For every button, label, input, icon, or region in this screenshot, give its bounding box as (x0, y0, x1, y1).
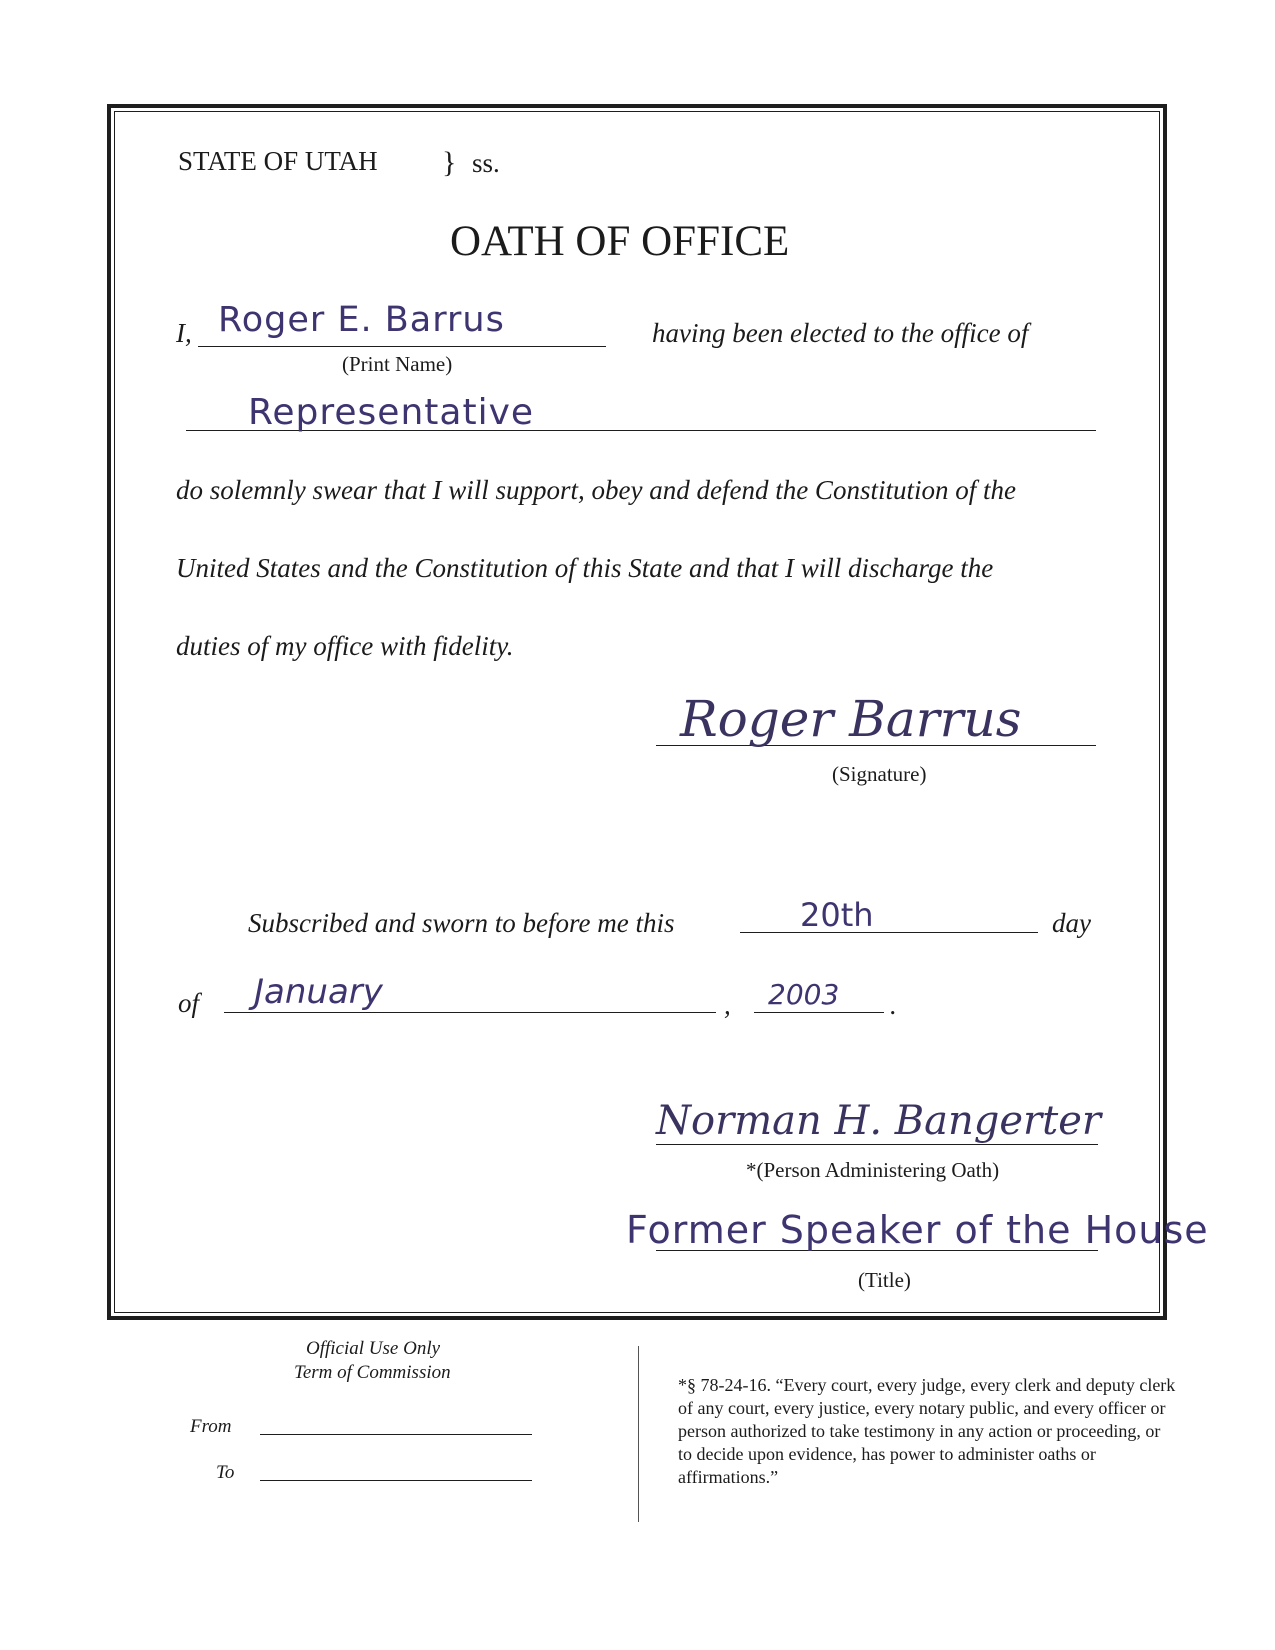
of-label: of (178, 988, 200, 1018)
day-line (740, 932, 1038, 933)
i-label: I, (176, 318, 192, 348)
to-label: To (216, 1462, 235, 1483)
brace-glyph: } (442, 146, 457, 179)
statute-footnote: *§ 78-24-16. “Every court, every judge, every clerk and deputy clerk of any court, every justice, every notary public, and every officer or person authorized to take testimony in any action or proceeding, or to decide upon evidence, has power to administer oaths or affirmations.” (678, 1375, 1176, 1487)
state-label: STATE OF UTAH (178, 146, 378, 176)
day-value: 20th (800, 896, 874, 934)
period-mark: . (890, 990, 897, 1020)
year-line (754, 1012, 884, 1013)
from-line (260, 1434, 532, 1435)
month-line (224, 1012, 716, 1013)
day-label: day (1052, 908, 1091, 938)
oath-body-line-2: United States and the Constitution of this State and that I will discharge the (176, 553, 994, 583)
print-name-line (198, 346, 606, 347)
elected-text: having been elected to the office of (652, 318, 1029, 348)
oath-body-line-3: duties of my office with fidelity. (176, 631, 514, 661)
signature-caption: (Signature) (832, 762, 927, 786)
title-caption: (Title) (858, 1268, 911, 1292)
document-title: OATH OF OFFICE (450, 218, 790, 265)
comma-mark: , (724, 990, 731, 1020)
month-value: January (254, 972, 383, 1012)
official-use-heading: Official Use Only (306, 1338, 441, 1359)
title-value: Former Speaker of the House (626, 1208, 1209, 1252)
print-name-value: Roger E. Barrus (218, 300, 505, 340)
print-name-caption: (Print Name) (342, 352, 453, 376)
term-of-commission-heading: Term of Commission (294, 1362, 451, 1383)
section-divider (638, 1346, 639, 1522)
subscribed-text: Subscribed and sworn to before me this (248, 908, 675, 938)
administrator-line (656, 1144, 1098, 1145)
administrator-signature: Norman H. Bangerter (656, 1098, 1102, 1144)
signature-value: Roger Barrus (680, 690, 1022, 748)
to-line (260, 1480, 532, 1481)
ss-label: ss. (472, 148, 500, 178)
administrator-caption: *(Person Administering Oath) (746, 1158, 1000, 1182)
year-value: 2003 (768, 978, 840, 1011)
from-label: From (190, 1416, 232, 1437)
office-value: Representative (248, 392, 535, 433)
oath-body-line-1: do solemnly swear that I will support, obey and defend the Constitution of the (176, 475, 1016, 505)
